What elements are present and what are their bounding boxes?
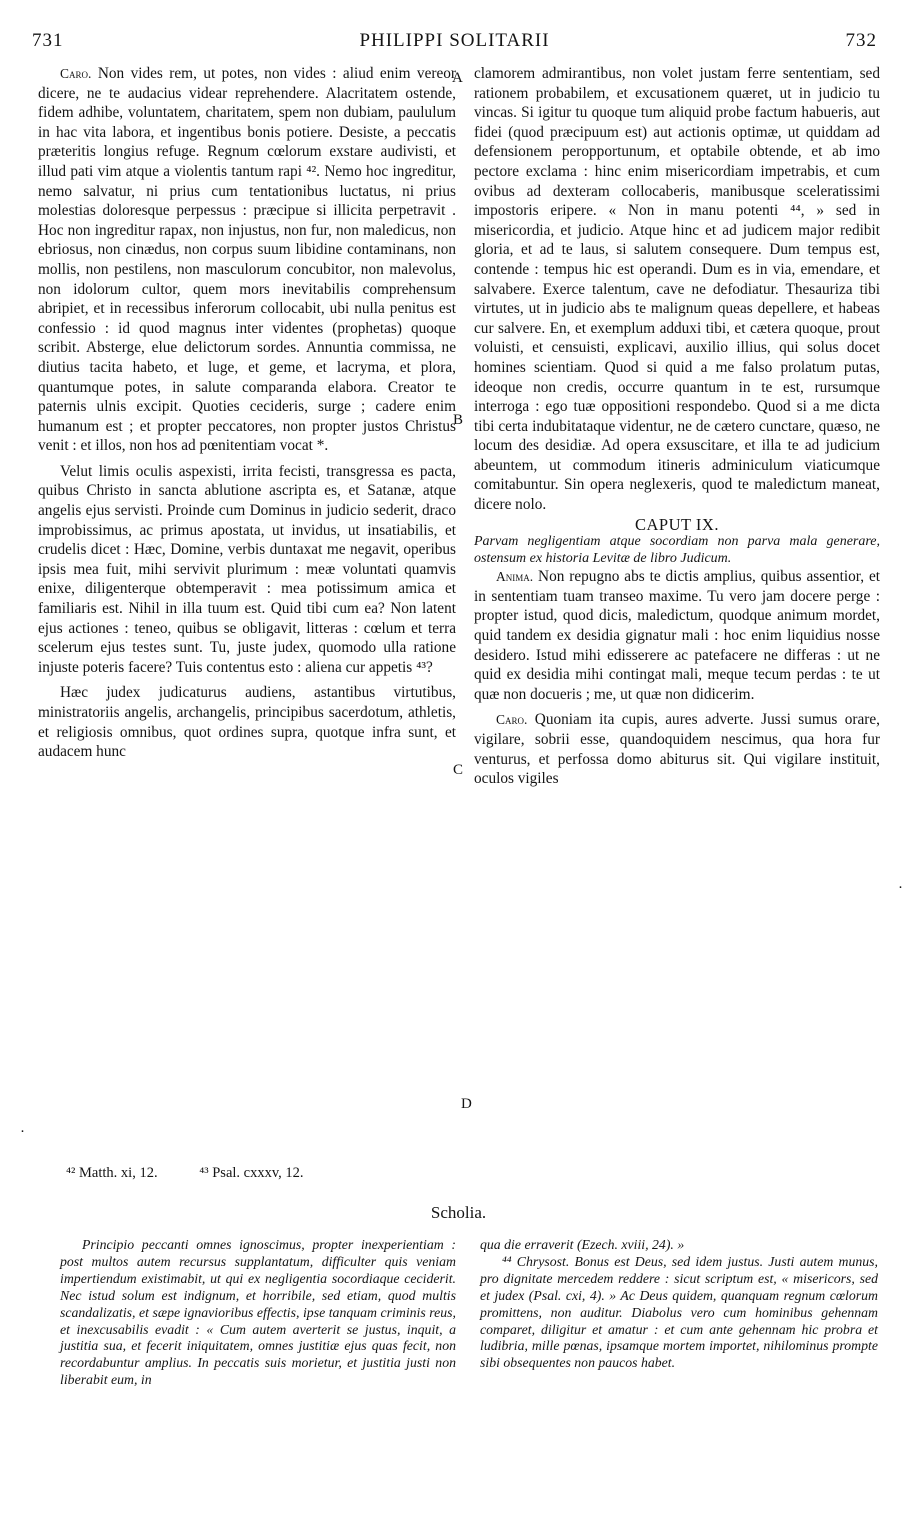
footnote-43: ⁴³ Psal. cxxxv, 12.	[199, 1165, 304, 1181]
footnote-42: ⁴² Matth. xi, 12.	[66, 1165, 158, 1181]
right-paragraph-3-text: Quoniam ita cupis, aures adverte. Jussi sumus orare, vigilare, sobrii esse, quandoquidem nescimus, qua hora fur venturus, et perfossa domo abiturus sit. Qui vigilare instituit, oculos vigiles	[474, 711, 880, 788]
right-paragraph-3	[474, 710, 880, 788]
scholia-left-text: Principio peccanti omnes ignoscimus, propter inexperientiam : post multos autem recursus supplantatum, difficulter quis veniam impertiendum existimabit, ut qui ex negligentia socordiaque ceciderit. Nec istud solum est indignum, et horribile, sed etiam, quod multis scandalizatis, et sæpe ignavioribus effectis, ipse tanquam criminis reus, et inexcusabilis evadit : « Cum autem averterit se justus, inquit, a justitia sua, et fecerit iniquitatem, omnes justitiæ ejus quas fecit, non recordabuntur amplius. In peccatis suis morietur, et justitia justi non liberabit eum, in	[60, 1237, 456, 1388]
running-title: PHILIPPI SOLITARII	[359, 30, 550, 51]
right-paragraph-1: clamorem admirantibus, non volet justam ferre sententiam, sed rationem probabilem, et excusationem quæret, ut in judicio tu vincas. Si igitur tu quoque tum aliquid probe factum habueris, aut fidei (quod præcipuum est) aut actionis optimæ, ut quiddam ad defensionem peropportunum, et optabile obtende, et ab imo pectore exclama : hinc enim misericordiam impetrabis, et cum ovibus ad dexteram collocaberis, manibusque sceleratissimi impostoris eripere. « Non in manu potenti ⁴⁴, » sed in misericordia, et judicio. Atque hinc et ad judicem major redibit gloria, et ad te laus, si salutem consequere. Dum tempus est, contende : tempus hic est operandi. Dum es in via, emendare, et salvabere. Exerce talentum, cave ne defodiatur. Thesauriza tibi virtutes, ut in judicio abs te malignum queas depellere, et habeas cur salvere. En, et exemplum adduxi tibi, et cætera quoque, prout voluisti, et censuisti, explicavi, auxilio illius, qui solus docet homines scientiam. Quod si quid a me falso prolatum putas, ideoque non credis, occurre quantum in te est, rursumque interroga : ego tuæ oppositioni respondebo. Quod si a me dicta tibi certa indubitataque videntur, ne de cætero cunctare, quæso, ne locum des desidiæ. Ad opera exsuscitare, et illa te ad judicium abeuntem, ut commodum itineris adminiculum viaticumque comitabuntur. Sin opera neglexeris, quod te maledictum maneat, dicere nolo.	[474, 65, 880, 514]
scholia-title: Scholia.	[430, 1203, 487, 1222]
page-header	[32, 30, 877, 60]
left-paragraph-1-text: Non vides rem, ut potes, non vides : aliud enim vereor dicere, ne te audacius videar reprehendere. Alacritatem ostende, fidem adhibe, voluntatem, charitatem, spem non dubiam, paululum in hac vita labora, et ingentibus bonis potiere. Desiste, a peccatis præteritis longius refuge. Regnum cœlorum exstare audivisti, et illud pati vim atque a violentis tantum rapi ⁴². Nemo hoc ingreditur, nemo salvatur, ni prius cum tentationibus luctatus, ni prius molestias doloresque perpessus : præcipue si illicita perpetravit . Hoc non ingreditur rapax, non injustus, non fur, non maledicus, non ebriosus, non cinædus, non corpus suum libidine contaminans, non mollis, non pestilens, non masculorum concubitor, non malevolus, non idolorum cultor, quem mors inevitabilis comprehensum abripiet, et in recessibus inferorum collocabit, ubi nulla penitus est confessio : id quod magnus inter videntes (prophetas) quoque scribit. Absterge, elue delictorum sordes. Annuntia commissa, ne diutius tacita habeto, et luge, et geme, et lacryma, et plora, quantumque potes, in salute comparanda elabora. Creator te paternis ulnis excipit. Quoties cecideris, surge ; cadere enim humanum est ; et propter peccatores, non propter justos Christus venit : et illos, non hos ad pœnitentiam vocat *.	[38, 65, 456, 455]
left-paragraph-2: Velut limis oculis aspexisti, irrita fecisti, transgressa es pacta, quibus Christo in sancta ablutione ascripta es, et Satanæ, atque angelis ejus servisti. Proinde cum Dominus in judicio sederit, draco improbissimus, ac primus apostata, ut invidus, ut insatiabilis, et crudelis dicet : Hæc, Domine, verbis duntaxat me negavit, operibus ipsis mea fuit, mihi servivit plurimum : meæ voluntati quamvis enixe, diligenterque obtemperavit : mea potissimum amica et familiaris est. Nihil in illa tuum est. Quid tibi cum ea? Non latent ejus actiones : teneo, quibus se obligavit, litteras : cœlum et terra scelerum ejus testes sunt. Tu, juste judex, quomodo ulla ratione injuste poteris facere? Tuis contentus esto : aliena cur appetis ⁴³?	[38, 462, 456, 676]
margin-letter-c: C	[453, 762, 464, 778]
margin-mark: ·	[898, 880, 903, 896]
margin-letter-b: B	[453, 412, 464, 428]
margin-letter-d: D	[461, 1096, 472, 1112]
left-paragraph-1	[38, 64, 456, 456]
right-paragraph-2	[474, 567, 880, 704]
margin-letter-a: A	[452, 70, 463, 86]
page-number-right: 732	[845, 30, 877, 51]
footnotes	[66, 1165, 342, 1182]
chapter-summary: Parvam negligentiam atque socordiam non parva mala generare, ostensum ex historia Levitæ de libro Judicum.	[474, 534, 880, 566]
scholia-left-column	[60, 1237, 456, 1389]
speaker-label: Caro.	[496, 712, 528, 728]
scholia-right-note: ⁴⁴ Chrysost. Bonus est Deus, sed idem justus. Justi autem munus, pro dignitate mercedem reddere : sicut scriptum est, « misericors, sed et judex (Psal. cxi, 4). » Ac Deus quidem, quanquam regnum cœlorum promittens, non auditur. Diabolus vero cum hominibus gehennam comparet, diligitur et amatur : et cum ante gehennam hic probra et ludibria, mille pœnas, ipsamque mortem importet, nihilominus prompte sibi obsequentes non paucos habet.	[480, 1253, 878, 1371]
scholia-right-column	[480, 1237, 878, 1372]
speaker-label: Caro.	[60, 66, 92, 81]
left-column	[38, 64, 456, 762]
left-paragraph-3: Hæc judex judicaturus audiens, astantibus virtutibus, ministratoriis angelis, archangelis, principibus sacerdotum, athletis, et religiosis omnibus, quot ordines supra, quotque infra sunt, et audacem hunc	[38, 684, 456, 761]
right-column	[474, 64, 880, 789]
right-paragraph-2-text: Non repugno abs te dictis amplius, quibus assentior, et in sententiam tuam transeo maxime. Tu vero jam docere perge : propter istud, quod dicis, maledictum, quodque animum mordet, quid tandem ex desidia gignatur mali : hoc enim liquidius nosse desidero. Istud mihi edisserere ac patefacere ne differas : ut ne quid ex desidia mihi contingat mali, meque tecum perdas : te ut quæ non docueris ; me, ut quæ non didicerim.	[474, 568, 880, 703]
margin-mark: ·	[20, 1124, 25, 1140]
page-number-left: 731	[32, 30, 64, 51]
chapter-title: CAPUT IX.	[635, 514, 719, 534]
scholia-right-continuation: qua die erraverit (Ezech. xviii, 24). »	[480, 1237, 685, 1252]
speaker-label: Anima.	[496, 569, 534, 585]
